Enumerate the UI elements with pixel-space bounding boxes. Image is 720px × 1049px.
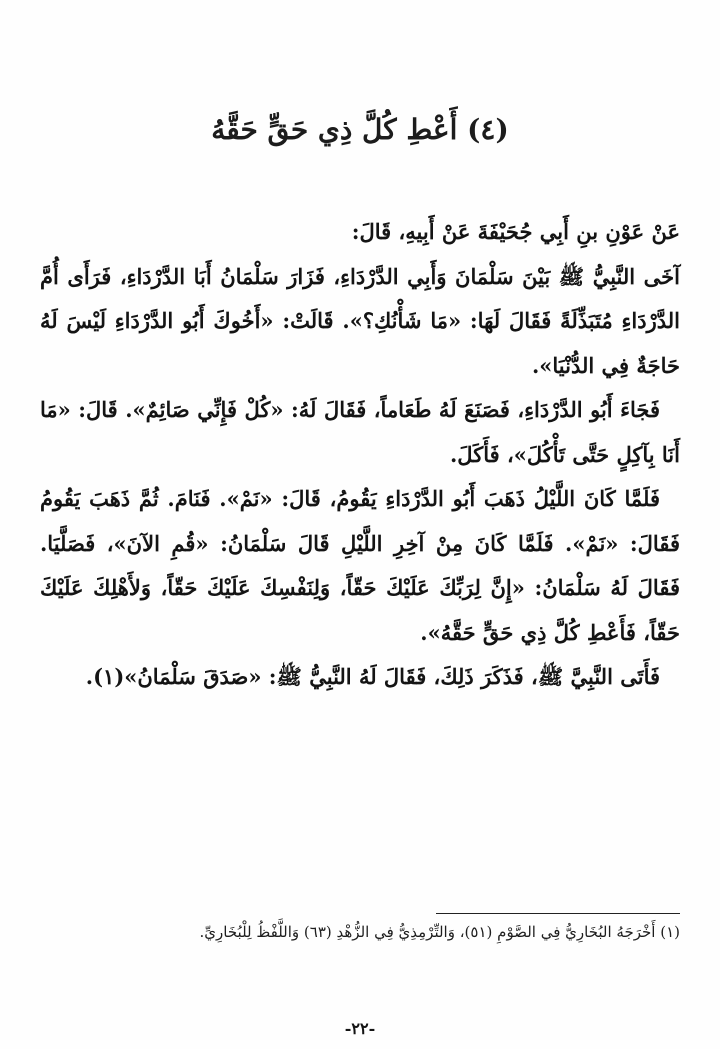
paragraph: آخَى النَّبِيُّ ﷺ بَيْنَ سَلْمَانَ وَأَبِي الدَّرْدَاءِ، فَزَارَ سَلْمَانُ أَبَا الدَّرْدَاءِ، فَرَأَى أُمَّ الدَّرْدَاءِ مُتَبَذِّلَةً فَقَالَ لَهَا: «مَا شَأْنُكِ؟». قَالَتْ: «أَخُوكَ أَبُو الدَّرْدَاءِ لَيْسَ لَهُ حَاجَةٌ فِي الدُّنْيَا».: [40, 263, 680, 378]
paragraph: فَجَاءَ أَبُو الدَّرْدَاءِ، فَصَنَعَ لَهُ طَعَاماً، فَقَالَ لَهُ: «كُلْ فَإِنِّي صَائِمٌ». قَالَ: «مَا أَنَا بِآكِلٍ حَتَّى تَأْكُلَ»، فَأَكَلَ.: [40, 397, 680, 467]
section-heading: (٤) أَعْطِ كُلَّ ذِي حَقٍّ حَقَّهُ: [211, 113, 509, 146]
footnote: (١) أَخْرَجَهُ البُخَارِيُّ فِي الصَّوْمِ (٥١)، وَالتِّرْمِذِيُّ فِي الزُّهْدِ (٦٣) وَاللَّفْظُ لِلْبُخَارِيِّ.: [199, 923, 680, 941]
paragraph: فَأَتَى النَّبِيَّ ﷺ، فَذَكَرَ ذَلِكَ، فَقَالَ لَهُ النَّبِيُّ ﷺ: «صَدَقَ سَلْمَانُ»(١).: [85, 664, 660, 689]
footnote-separator: [436, 913, 680, 914]
isnad-line: عَنْ عَوْنِ بنِ أَبِي جُحَيْفَةَ عَنْ أَبِيهِ، قَالَ:: [351, 219, 680, 244]
hadith-text: [40, 210, 680, 700]
paragraph: فَلَمَّا كَانَ اللَّيْلُ ذَهَبَ أَبُو الدَّرْدَاءِ يَقُومُ، قَالَ: «نَمْ». فَنَامَ. ثُمَّ ذَهَبَ يَقُومُ فَقَالَ: «نَمْ». فَلَمَّا كَانَ مِنْ آخِرِ اللَّيْلِ قَالَ سَلْمَانُ: «قُمِ الآنَ»، فَصَلَّيَا. فَقَالَ لَهُ سَلْمَانُ: «إِنَّ لِرَبِّكَ عَلَيْكَ حَقّاً، وَلِنَفْسِكَ عَلَيْكَ حَقّاً، وَلأَهْلِكَ عَلَيْكَ حَقّاً، فَأَعْطِ كُلَّ ذِي حَقٍّ حَقَّهُ».: [40, 486, 680, 645]
page-number: -٢٢-: [344, 1019, 376, 1038]
